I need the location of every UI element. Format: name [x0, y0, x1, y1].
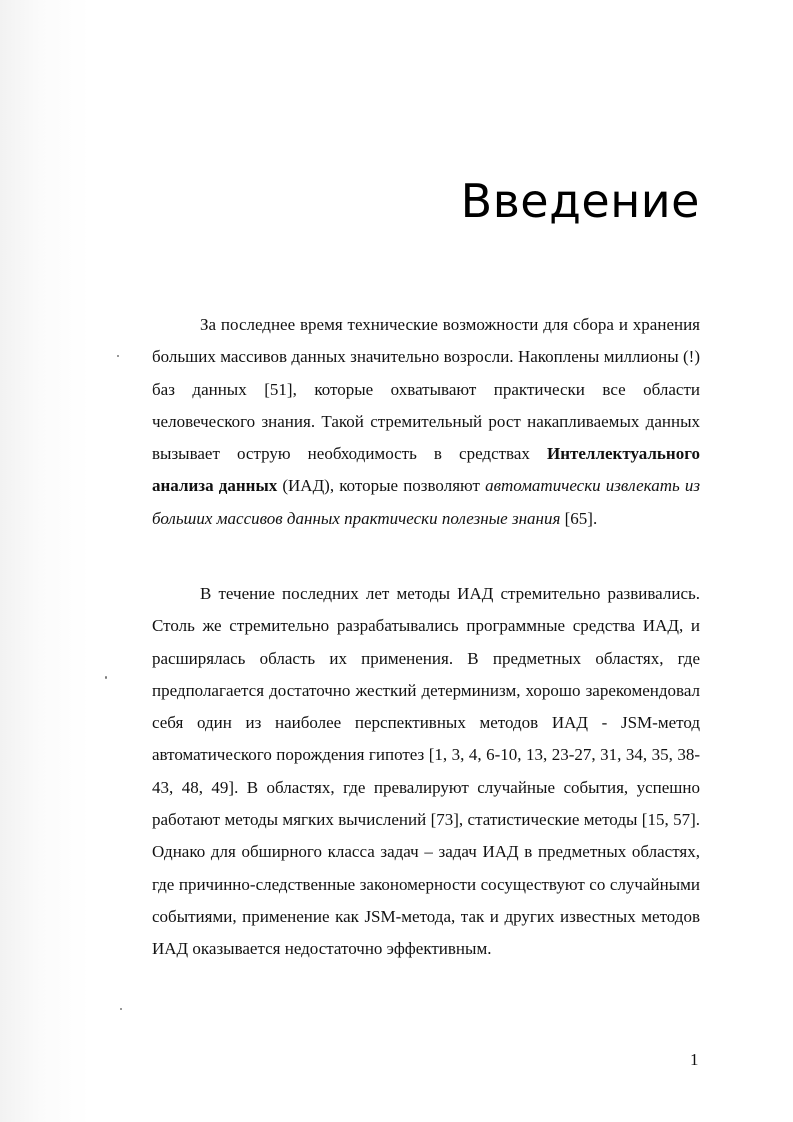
intro-bold-term: Интеллектуального анализа данных	[152, 444, 700, 496]
intro-text-start: За последнее время технические возможности для сбора и хранения больших массивов данных значительно возросли. Накоплены миллионы (!) баз данных [51], которые охватывают практически все области человеческого знания. Такой стремительный рост накапливаемых данных вызывает острую необходимость в средствах	[152, 315, 700, 464]
page-number: 1	[690, 1050, 699, 1069]
intro-text-mid: (ИАД), которые позволяют	[277, 476, 486, 496]
scan-speck	[105, 676, 107, 679]
page-title: Введение	[460, 174, 700, 228]
paragraph-methods	[152, 578, 700, 966]
scan-speck	[120, 1008, 122, 1010]
intro-italic-phrase: автоматически извлекать из больших массивов данных практически полезные знания	[152, 476, 700, 528]
scan-speck	[117, 355, 119, 357]
paragraph-intro	[152, 309, 700, 535]
intro-text-end: [65].	[560, 508, 598, 528]
methods-text: В течение последних лет методы ИАД стремительно развивались. Столь же стремительно разрабатывались программные средства ИАД, и расширялась область их применения. В предметных областях, где предполагается достаточно жесткий детерминизм, хорошо зарекомендовал себя один из наиболее перспективных методов ИАД - JSM-метод автоматического порождения гипотез [1, 3, 4, 6-10, 13, 23-27, 31, 34, 35, 38-43, 48, 49]. В областях, где превалируют случайные события, успешно работают методы мягких вычислений [73], статистические методы [15, 57]. Однако для обширного класса задач – задач ИАД в предметных областях, где причинно-следственные закономерности сосуществуют со случайными событиями, применение как JSM-метода, так и других известных методов ИАД оказывается недостаточно эффективным.	[152, 584, 700, 959]
